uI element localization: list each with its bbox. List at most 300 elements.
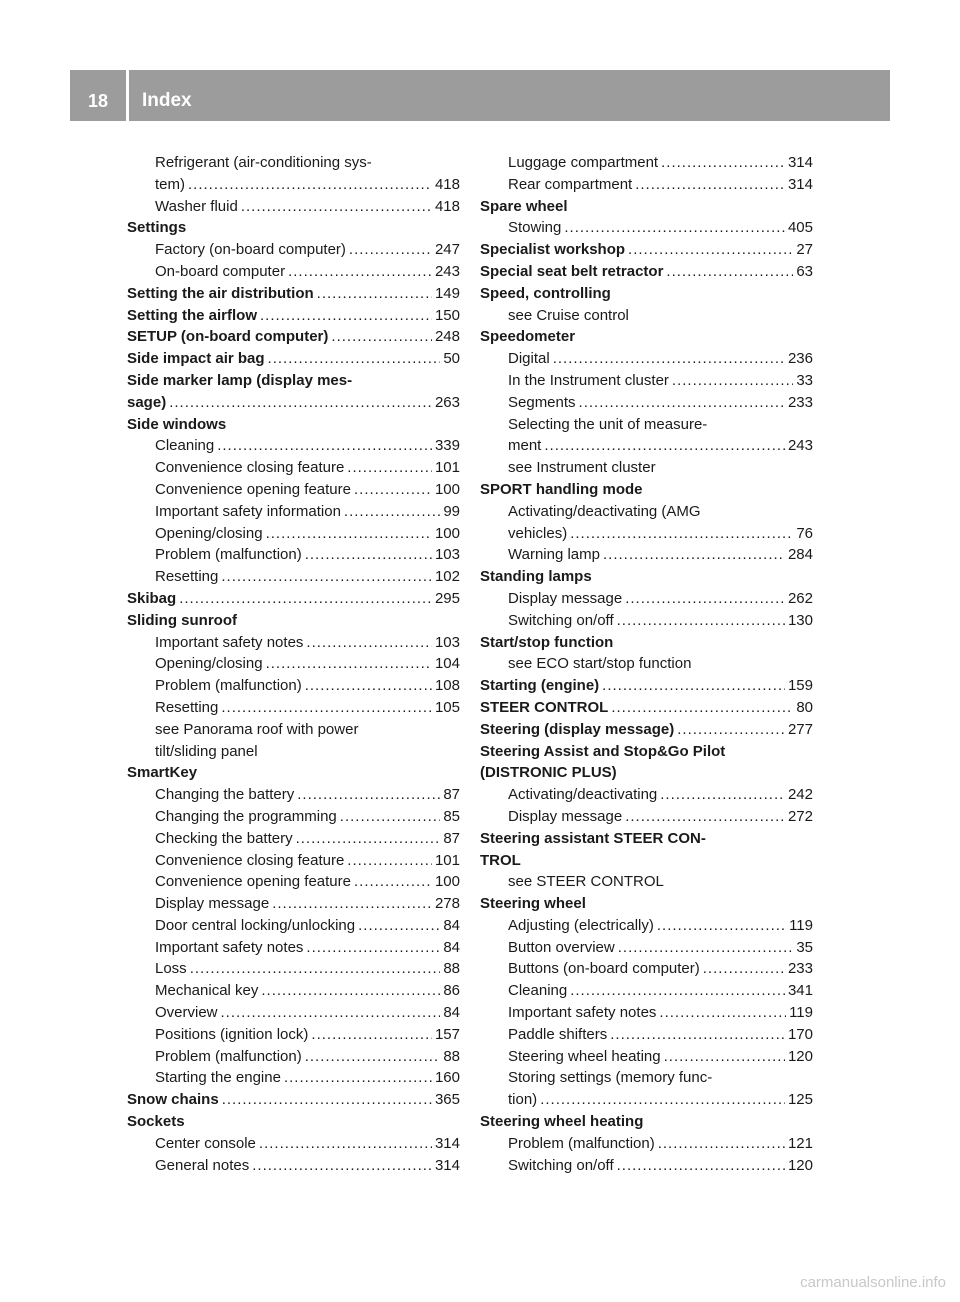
entry-text: Digital — [508, 350, 550, 368]
entry-text: Starting (engine) — [480, 677, 600, 695]
entry-text: Steering wheel — [480, 895, 586, 913]
index-subentry — [127, 1155, 460, 1177]
index-subentry — [127, 958, 460, 980]
dot-leader — [296, 828, 441, 850]
index-subentry — [480, 806, 813, 828]
index-subentry — [480, 1046, 813, 1068]
entry-text: Stowing — [508, 219, 562, 237]
entry-text: see Panorama roof with power — [155, 720, 359, 738]
index-subentry — [480, 544, 813, 566]
page-reference: 63 — [796, 262, 813, 280]
dot-leader — [268, 348, 441, 370]
entry-text: SPORT handling mode — [480, 480, 643, 498]
dot-leader — [617, 1155, 785, 1177]
entry-text: Speed, controlling — [480, 284, 611, 302]
page-reference: 365 — [434, 1091, 460, 1109]
index-subentry — [480, 217, 813, 239]
dot-leader — [241, 196, 432, 218]
entry-text: tilt/sliding panel — [155, 742, 258, 760]
index-entry — [127, 370, 460, 392]
page-reference: 314 — [434, 1134, 460, 1152]
page-reference: 120 — [787, 1156, 813, 1174]
index-subentry — [127, 261, 460, 283]
dot-leader — [628, 239, 793, 261]
dot-leader — [297, 784, 440, 806]
page-reference: 284 — [787, 546, 813, 564]
dot-leader — [617, 610, 785, 632]
entry-text: Button overview — [508, 938, 615, 956]
entry-text: Display message — [155, 895, 270, 913]
index-entry — [480, 566, 813, 588]
index-subentry — [127, 501, 460, 523]
index-subentry — [127, 239, 460, 261]
index-entry — [127, 588, 460, 610]
dot-leader — [252, 1155, 432, 1177]
page-reference: 233 — [787, 960, 813, 978]
dot-leader — [305, 544, 432, 566]
index-entry — [127, 762, 460, 784]
entry-text: Refrigerant (air-conditioning sys- — [155, 154, 372, 171]
page-reference: 314 — [787, 175, 813, 193]
page-reference: 339 — [434, 437, 460, 455]
page-reference: 170 — [787, 1025, 813, 1043]
dot-leader — [564, 217, 785, 239]
page-reference: 84 — [443, 938, 460, 956]
index-subentry — [127, 457, 460, 479]
index-subentry — [127, 1046, 460, 1068]
page-reference: 159 — [787, 677, 813, 695]
page-reference: 85 — [443, 807, 460, 825]
page-reference: 119 — [789, 1004, 813, 1022]
dot-leader — [659, 1002, 786, 1024]
index-subentry — [127, 893, 460, 915]
index-entry — [480, 196, 813, 218]
entry-text: Opening/closing — [155, 655, 263, 673]
entry-text: Settings — [127, 219, 187, 237]
index-subentry — [127, 435, 460, 457]
entry-text: Display message — [508, 807, 623, 825]
entry-text: Buttons (on-board computer) — [508, 960, 700, 978]
entry-text: Cleaning — [508, 982, 568, 1000]
entry-text: Paddle shifters — [508, 1025, 608, 1043]
index-entry — [480, 762, 813, 784]
index-entry — [480, 850, 813, 872]
dot-leader — [347, 850, 432, 872]
index-subentry — [127, 523, 460, 545]
entry-text: see Cruise control — [508, 306, 629, 324]
dot-leader — [661, 152, 785, 174]
page-reference: 418 — [434, 175, 460, 193]
page-reference: 247 — [434, 241, 460, 259]
dot-leader — [347, 457, 432, 479]
index-entry — [480, 1111, 813, 1133]
entry-text: Side windows — [127, 415, 227, 433]
entry-text: Important safety information — [155, 502, 341, 520]
entry-text: Switching on/off — [508, 1156, 614, 1174]
entry-text: Selecting the unit of measure- — [508, 415, 708, 433]
index-subentry — [480, 1024, 813, 1046]
index-subentry — [480, 457, 813, 479]
entry-text: vehicles) — [508, 524, 568, 542]
entry-text: Convenience opening feature — [155, 480, 351, 498]
index-subentry — [127, 850, 460, 872]
index-subentry — [127, 632, 460, 654]
entry-text: Center console — [155, 1134, 256, 1152]
page-reference: 295 — [434, 589, 460, 607]
entry-text: Overview — [155, 1004, 218, 1022]
page-reference: 84 — [443, 1004, 460, 1022]
page-reference: 120 — [787, 1047, 813, 1065]
dot-leader — [611, 697, 793, 719]
entry-text: STEER CONTROL — [480, 698, 609, 716]
dot-leader — [288, 261, 432, 283]
entry-text: Door central locking/unlocking — [155, 916, 356, 934]
index-subentry — [127, 741, 460, 763]
index-subentry — [127, 719, 460, 741]
dot-leader — [603, 544, 785, 566]
entry-text: see STEER CONTROL — [508, 873, 664, 891]
dot-leader — [635, 174, 785, 196]
page-reference: 100 — [434, 873, 460, 891]
entry-text: Adjusting (electrically) — [508, 916, 654, 934]
entry-text: Convenience opening feature — [155, 873, 351, 891]
index-entry — [480, 283, 813, 305]
dot-leader — [618, 937, 794, 959]
page-reference: 150 — [434, 306, 460, 324]
page-reference: 80 — [796, 698, 813, 716]
entry-text: Steering Assist and Stop&Go Pilot — [480, 742, 726, 760]
entry-text: Switching on/off — [508, 611, 614, 629]
entry-text: Opening/closing — [155, 524, 263, 542]
entry-text: tion) — [508, 1091, 538, 1109]
dot-leader — [657, 915, 786, 937]
page-reference: 50 — [443, 350, 460, 368]
entry-text: Activating/deactivating (AMG — [508, 502, 701, 520]
index-subentry — [127, 1024, 460, 1046]
entry-text: Changing the programming — [155, 807, 337, 825]
index-entry — [480, 719, 813, 741]
entry-text: sage) — [127, 393, 167, 411]
entry-text: Problem (malfunction) — [155, 546, 302, 564]
page-reference: 314 — [434, 1156, 460, 1174]
entry-text: Rear compartment — [508, 175, 633, 193]
index-subentry — [480, 523, 813, 545]
index-entry — [127, 348, 460, 370]
dot-leader — [570, 523, 793, 545]
dot-leader — [666, 261, 793, 283]
dot-leader — [190, 958, 441, 980]
index-subentry — [480, 174, 813, 196]
entry-text: Convenience closing feature — [155, 459, 345, 477]
dot-leader — [306, 937, 440, 959]
entry-text: Washer fluid — [155, 197, 238, 215]
index-subentry — [127, 806, 460, 828]
page-reference: 88 — [443, 1047, 460, 1065]
index-subentry — [480, 958, 813, 980]
dot-leader — [672, 370, 793, 392]
dot-leader — [610, 1024, 785, 1046]
index-subentry — [127, 828, 460, 850]
page-reference: 101 — [434, 851, 460, 869]
index-subentry — [127, 1133, 460, 1155]
entry-text: Setting the airflow — [127, 306, 258, 324]
entry-text: Important safety notes — [155, 633, 304, 651]
index-subentry — [127, 675, 460, 697]
page-reference: 242 — [787, 786, 813, 804]
dot-leader — [703, 958, 785, 980]
page-reference: 76 — [796, 524, 813, 542]
index-entry — [127, 610, 460, 632]
index-entry — [127, 1089, 460, 1111]
index-subentry — [127, 174, 460, 196]
index-entry — [127, 392, 460, 414]
index-subentry — [127, 784, 460, 806]
index-subentry — [127, 1067, 460, 1089]
page-reference: 405 — [787, 219, 813, 237]
dot-leader — [349, 239, 432, 261]
entry-text: Starting the engine — [155, 1069, 281, 1087]
entry-text: Changing the battery — [155, 786, 295, 804]
entry-text: Skibag — [127, 589, 177, 607]
dot-leader — [331, 326, 432, 348]
dot-leader — [317, 283, 432, 305]
entry-text: Steering (display message) — [480, 720, 675, 738]
page-reference: 157 — [434, 1025, 460, 1043]
entry-text: see ECO start/stop function — [508, 655, 692, 673]
page-reference: 121 — [787, 1134, 813, 1152]
entry-text: Steering wheel heating — [480, 1113, 644, 1131]
entry-text: Sliding sunroof — [127, 611, 237, 629]
page-number: 18 — [87, 91, 109, 111]
dot-leader — [221, 697, 432, 719]
index-entry — [480, 632, 813, 654]
dot-leader — [179, 588, 432, 610]
index-subentry — [480, 501, 813, 523]
dot-leader — [677, 719, 785, 741]
page-reference: 248 — [434, 328, 460, 346]
header-divider — [126, 70, 129, 121]
dot-leader — [261, 980, 440, 1002]
entry-text: Resetting — [155, 568, 219, 586]
page-reference: 84 — [443, 916, 460, 934]
index-subentry — [480, 435, 813, 457]
dot-leader — [221, 566, 432, 588]
page-reference: 105 — [434, 698, 460, 716]
index-entry — [480, 675, 813, 697]
entry-text: Snow chains — [127, 1091, 219, 1109]
page-reference: 418 — [434, 197, 460, 215]
dot-leader — [658, 1133, 785, 1155]
dot-leader — [266, 523, 432, 545]
dot-leader — [266, 653, 432, 675]
index-entry — [480, 326, 813, 348]
index-entry — [480, 741, 813, 763]
index-subentry — [480, 653, 813, 675]
entry-text: Steering wheel heating — [508, 1047, 661, 1065]
entry-text: Convenience closing feature — [155, 851, 345, 869]
index-subentry — [480, 305, 813, 327]
dot-leader — [217, 435, 432, 457]
dot-leader — [660, 784, 785, 806]
dot-leader — [544, 435, 785, 457]
entry-text: Specialist workshop — [480, 241, 626, 259]
index-subentry — [480, 1067, 813, 1089]
index-entry — [127, 305, 460, 327]
entry-text: Luggage compartment — [508, 154, 659, 171]
index-entry — [127, 414, 460, 436]
entry-text: Side marker lamp (display mes- — [127, 371, 353, 389]
dot-leader — [625, 806, 785, 828]
index-subentry — [480, 1155, 813, 1177]
page-reference: 108 — [434, 677, 460, 695]
entry-text: Standing lamps — [480, 568, 592, 586]
dot-leader — [579, 392, 785, 414]
page-reference: 243 — [787, 437, 813, 455]
entry-text: Important safety notes — [155, 938, 304, 956]
dot-leader — [305, 675, 432, 697]
dot-leader — [340, 806, 441, 828]
dot-leader — [169, 392, 432, 414]
index-subentry — [480, 980, 813, 1002]
dot-leader — [540, 1089, 785, 1111]
entry-text: Activating/deactivating — [508, 786, 658, 804]
page-reference: 88 — [443, 960, 460, 978]
index-entry — [127, 326, 460, 348]
entry-text: (DISTRONIC PLUS) — [480, 764, 617, 782]
entry-text: Factory (on-board computer) — [155, 241, 346, 259]
index-subentry — [127, 196, 460, 218]
index-entry — [480, 261, 813, 283]
dot-leader — [664, 1046, 785, 1068]
page-reference: 119 — [789, 916, 813, 934]
entry-text: General notes — [155, 1156, 250, 1174]
dot-leader — [188, 174, 432, 196]
entry-text: Segments — [508, 393, 576, 411]
dot-leader — [344, 501, 440, 523]
entry-text: Spare wheel — [480, 197, 568, 215]
dot-leader — [311, 1024, 432, 1046]
page-reference: 160 — [434, 1069, 460, 1087]
page-reference: 87 — [443, 786, 460, 804]
page-reference: 100 — [434, 480, 460, 498]
page-reference: 233 — [787, 393, 813, 411]
index-subentry — [480, 937, 813, 959]
index-entry — [480, 697, 813, 719]
index-subentry — [480, 348, 813, 370]
entry-text: Cleaning — [155, 437, 215, 455]
index-subentry — [127, 937, 460, 959]
dot-leader — [260, 305, 432, 327]
dot-leader — [222, 1089, 432, 1111]
page-reference: 278 — [434, 895, 460, 913]
index-subentry — [127, 915, 460, 937]
index-subentry — [127, 653, 460, 675]
dot-leader — [259, 1133, 432, 1155]
entry-text: Sockets — [127, 1113, 185, 1131]
entry-text: Steering assistant STEER CON- — [480, 829, 706, 847]
dot-leader — [625, 588, 785, 610]
dot-leader — [553, 348, 785, 370]
dot-leader — [602, 675, 785, 697]
index-subentry — [127, 980, 460, 1002]
dot-leader — [272, 893, 432, 915]
index-subentry — [480, 915, 813, 937]
page-reference: 86 — [443, 982, 460, 1000]
index-entry — [127, 283, 460, 305]
entry-text: Important safety notes — [508, 1004, 657, 1022]
index-subentry — [480, 414, 813, 436]
page-reference: 33 — [796, 371, 813, 389]
page-reference: 87 — [443, 829, 460, 847]
page-reference: 101 — [434, 459, 460, 477]
index-column-right — [480, 152, 813, 1176]
page-reference: 314 — [787, 154, 813, 171]
index-subentry — [480, 784, 813, 806]
page-header — [70, 70, 890, 121]
entry-text: Loss — [155, 960, 187, 978]
index-subentry — [127, 152, 460, 174]
index-subentry — [127, 479, 460, 501]
entry-text: SETUP (on-board computer) — [127, 328, 329, 346]
page-reference: 243 — [434, 262, 460, 280]
page-reference: 263 — [434, 393, 460, 411]
entry-text: Special seat belt retractor — [480, 262, 664, 280]
entry-text: ment — [508, 437, 542, 455]
dot-leader — [306, 632, 432, 654]
dot-leader — [221, 1002, 441, 1024]
index-subentry — [480, 1133, 813, 1155]
index-subentry — [127, 544, 460, 566]
entry-text: Positions (ignition lock) — [155, 1025, 309, 1043]
index-subentry — [480, 610, 813, 632]
entry-text: Problem (malfunction) — [155, 677, 302, 695]
page-reference: 130 — [787, 611, 813, 629]
index-entry — [480, 893, 813, 915]
page-reference: 149 — [434, 284, 460, 302]
index-subentry — [480, 392, 813, 414]
page-reference: 277 — [787, 720, 813, 738]
entry-text: Warning lamp — [508, 546, 600, 564]
index-subentry — [480, 370, 813, 392]
page-reference: 35 — [796, 938, 813, 956]
page-title: Index — [142, 90, 192, 111]
dot-leader — [284, 1067, 432, 1089]
watermark: carmanualsonline.info — [800, 1274, 946, 1291]
page-reference: 125 — [787, 1091, 813, 1109]
entry-text: Checking the battery — [155, 829, 293, 847]
entry-text: Start/stop function — [480, 633, 614, 651]
entry-text: Side impact air bag — [127, 350, 265, 368]
entry-text: Setting the air distribution — [127, 284, 314, 302]
dot-leader — [354, 479, 432, 501]
entry-text: Problem (malfunction) — [155, 1047, 302, 1065]
index-entry — [127, 1111, 460, 1133]
page-reference: 99 — [443, 502, 460, 520]
page-reference: 262 — [787, 589, 813, 607]
entry-text: In the Instrument cluster — [508, 371, 669, 389]
page-reference: 100 — [434, 524, 460, 542]
index-subentry — [127, 871, 460, 893]
page-reference: 104 — [434, 655, 460, 673]
page-reference: 103 — [434, 546, 460, 564]
entry-text: Speedometer — [480, 328, 576, 346]
index-subentry — [480, 152, 813, 174]
index-subentry — [127, 697, 460, 719]
page-reference: 27 — [796, 241, 813, 259]
page-reference: 236 — [787, 350, 813, 368]
index-subentry — [480, 588, 813, 610]
page-reference: 341 — [787, 982, 813, 1000]
